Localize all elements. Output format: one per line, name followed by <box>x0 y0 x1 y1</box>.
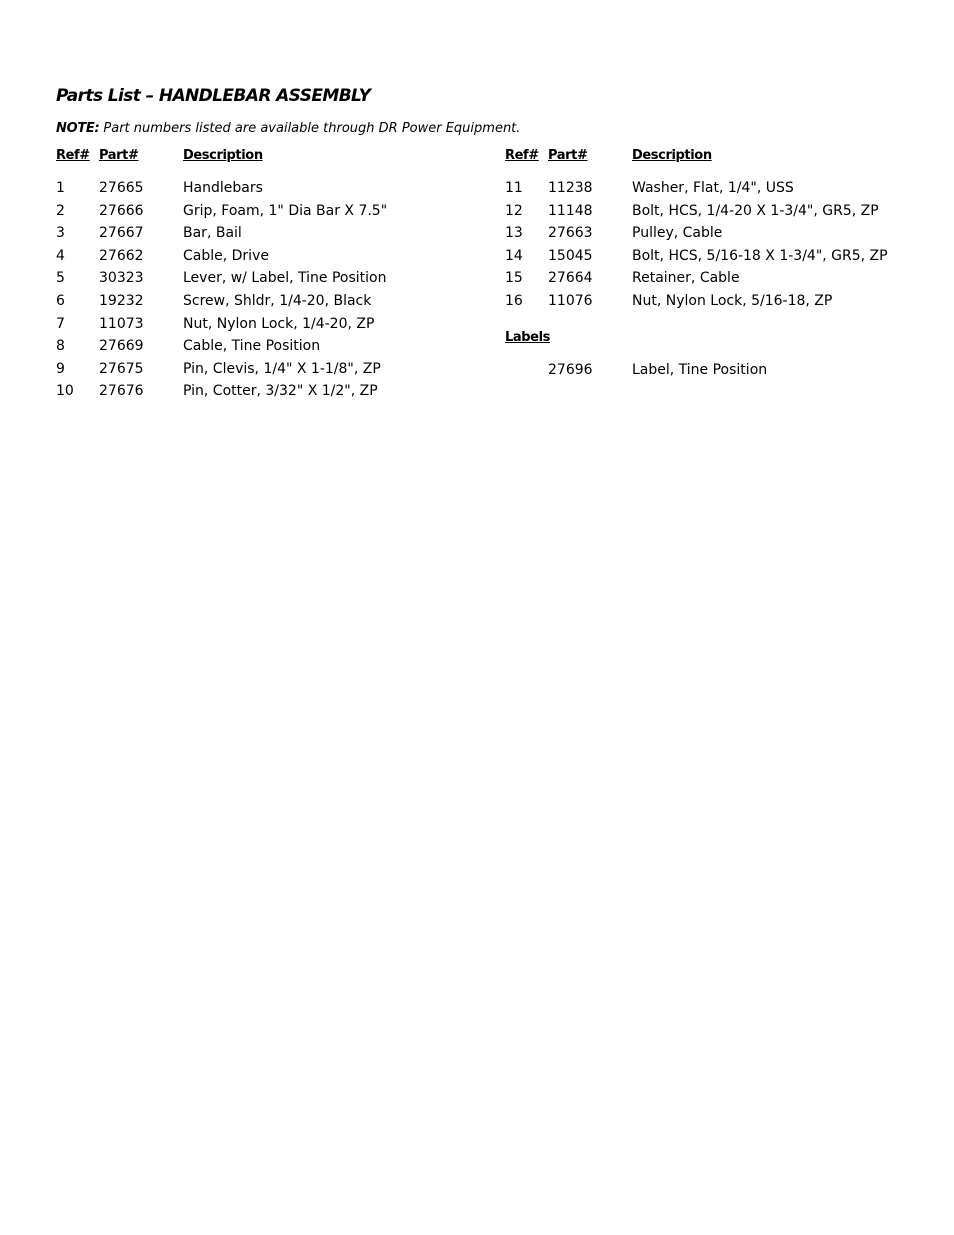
note-label: NOTE: <box>56 121 100 136</box>
table-row <box>505 361 768 385</box>
description-cell: Bolt, HCS, 1/4-20 X 1-3/4", GR5, ZP <box>632 202 879 219</box>
part-number-cell: 27675 <box>99 360 144 377</box>
table-row <box>505 292 833 316</box>
part-number-cell: 27666 <box>99 202 144 219</box>
part-number-cell: 11238 <box>548 180 593 196</box>
ref-cell: 13 <box>505 225 523 242</box>
table-row <box>505 180 794 203</box>
description-cell: Bar, Bail <box>183 225 242 242</box>
ref-cell: 14 <box>505 247 523 264</box>
part-number-cell: 11076 <box>548 292 593 309</box>
ref-cell: 5 <box>56 270 65 287</box>
ref-cell: 12 <box>505 202 523 219</box>
description-cell: Washer, Flat, 1/4", USS <box>632 180 794 196</box>
part-number-cell: 27663 <box>548 225 593 242</box>
header-part: Part# <box>548 148 588 163</box>
description-cell: Pin, Cotter, 3/32" X 1/2", ZP <box>183 383 378 400</box>
ref-cell: 9 <box>56 360 65 377</box>
description-cell: Grip, Foam, 1" Dia Bar X 7.5" <box>183 202 388 219</box>
note <box>56 121 520 136</box>
parts-table-right <box>505 148 888 384</box>
ref-cell: 1 <box>56 180 65 196</box>
header-description: Description <box>183 148 263 163</box>
part-number-cell: 27667 <box>99 225 144 242</box>
part-number-cell: 30323 <box>99 270 144 287</box>
note-text: Part numbers listed are available through DR Power Equipment. <box>103 121 521 136</box>
description-cell: Pin, Clevis, 1/4" X 1-1/8", ZP <box>183 360 381 377</box>
ref-cell: 10 <box>56 383 74 400</box>
ref-cell: 16 <box>505 292 523 309</box>
part-number-cell: 27662 <box>99 247 144 264</box>
ref-cell: 8 <box>56 338 65 355</box>
description-cell: Cable, Tine Position <box>183 338 321 355</box>
part-number-cell: 27665 <box>99 180 144 196</box>
description-cell: Nut, Nylon Lock, 5/16-18, ZP <box>632 292 833 309</box>
table-row <box>505 225 723 248</box>
page-title: Parts List – HANDLEBAR ASSEMBLY <box>56 86 371 106</box>
ref-cell: 7 <box>56 315 65 332</box>
ref-cell: 11 <box>505 180 523 196</box>
part-number-cell: 27696 <box>548 361 593 378</box>
part-number-cell: 19232 <box>99 292 144 309</box>
ref-cell: 3 <box>56 225 65 242</box>
description-cell: Cable, Drive <box>183 247 269 264</box>
table-row <box>505 247 888 271</box>
header-ref: Ref# <box>505 148 539 163</box>
description-cell: Label, Tine Position <box>632 361 768 378</box>
header-ref: Ref# <box>56 148 90 163</box>
ref-cell: 6 <box>56 292 65 309</box>
labels-section-title: Labels <box>505 329 550 345</box>
part-number-cell: 15045 <box>548 247 593 264</box>
description-cell: Lever, w/ Label, Tine Position <box>183 270 387 287</box>
header-description: Description <box>632 148 712 163</box>
ref-cell: 2 <box>56 202 65 219</box>
ref-cell: 15 <box>505 270 523 287</box>
right-rows <box>505 180 888 316</box>
ref-cell: 4 <box>56 247 65 264</box>
description-cell: Pulley, Cable <box>632 225 723 242</box>
description-cell: Nut, Nylon Lock, 1/4-20, ZP <box>183 315 375 332</box>
description-cell: Screw, Shldr, 1/4-20, Black <box>183 292 372 309</box>
labels-rows <box>505 361 768 385</box>
part-number-cell: 27676 <box>99 383 144 400</box>
part-number-cell: 11148 <box>548 202 593 219</box>
table-row <box>505 202 879 226</box>
part-number-cell: 27669 <box>99 338 144 355</box>
part-number-cell: 11073 <box>99 315 144 332</box>
description-cell: Bolt, HCS, 5/16-18 X 1-3/4", GR5, ZP <box>632 247 888 264</box>
description-cell: Handlebars <box>183 180 263 196</box>
header-part: Part# <box>99 148 139 163</box>
table-row <box>505 270 740 293</box>
table-header <box>505 148 712 166</box>
part-number-cell: 27664 <box>548 270 593 287</box>
description-cell: Retainer, Cable <box>632 270 740 287</box>
